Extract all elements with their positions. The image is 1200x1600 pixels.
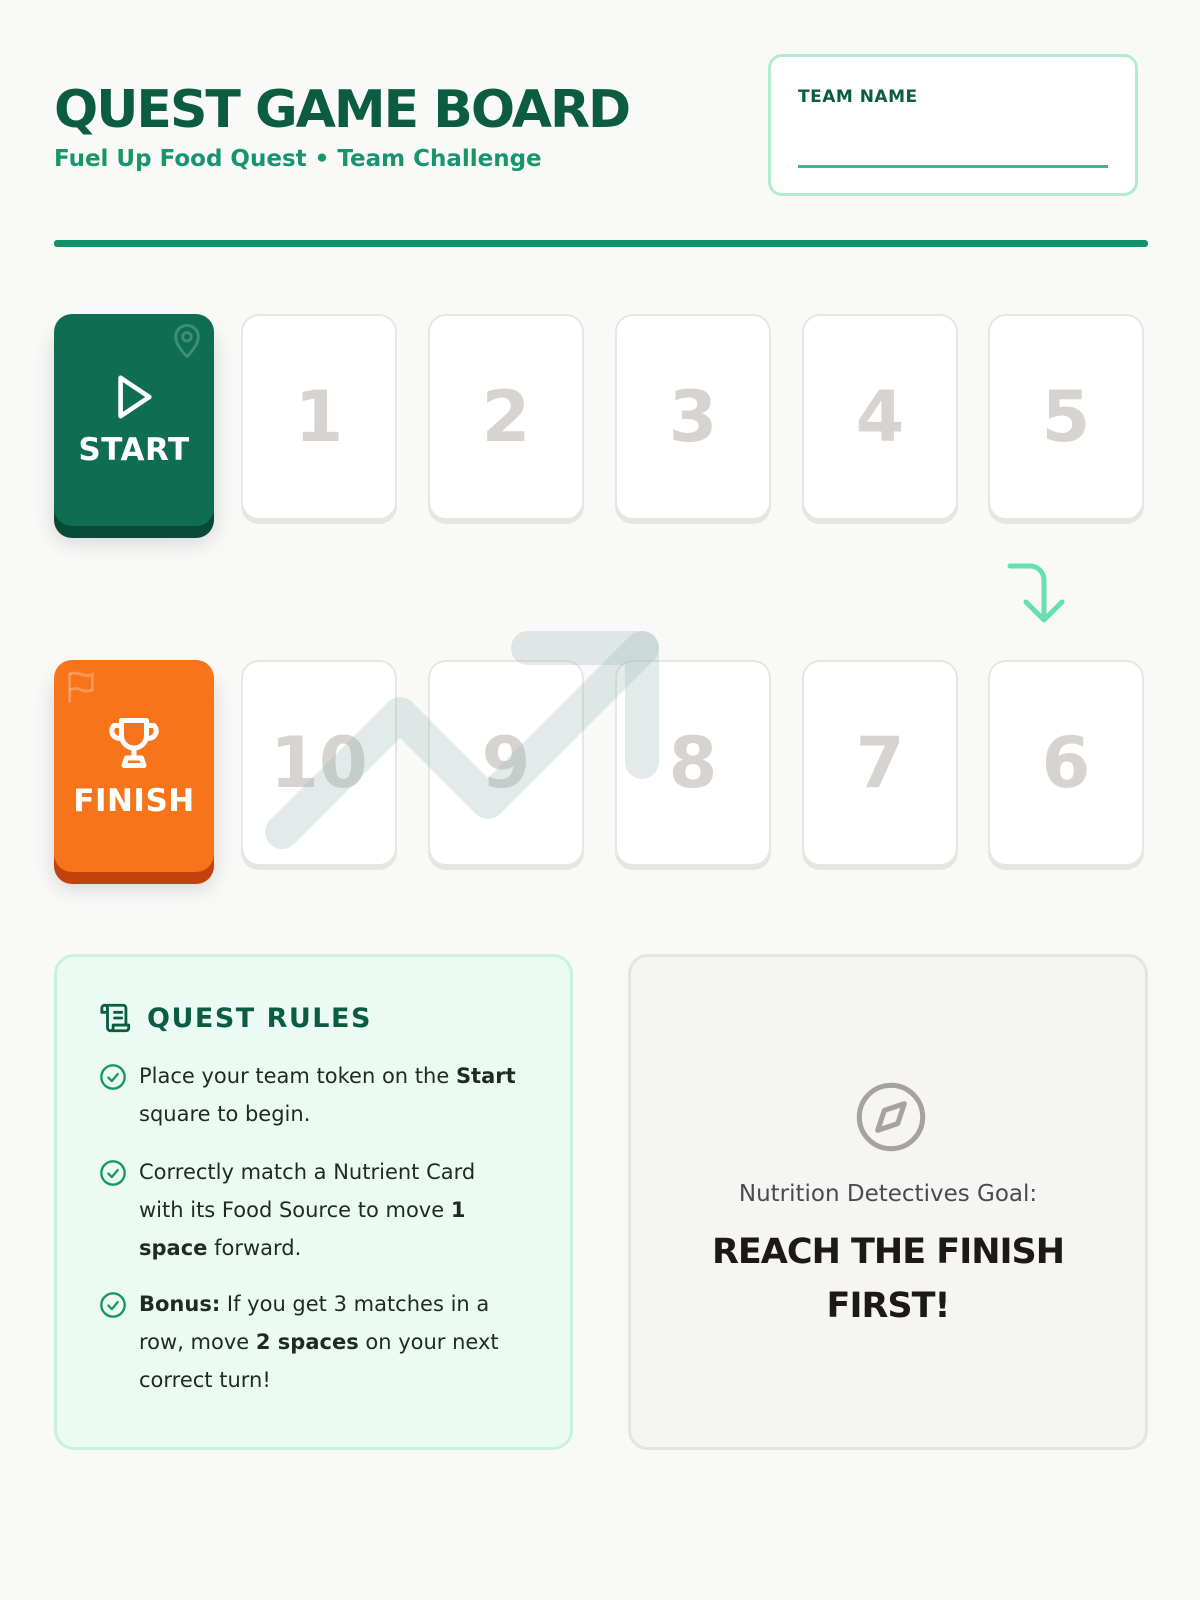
goal-panel [628, 954, 1148, 1450]
finish-label: FINISH [73, 783, 195, 819]
trend-up-arrow-icon [260, 630, 670, 860]
rule-item [99, 1285, 519, 1399]
team-name-box [768, 54, 1138, 196]
board-square-8: 8 [615, 660, 771, 866]
header [54, 54, 1148, 204]
map-pin-icon [170, 322, 204, 360]
goal-label: Nutrition Detectives Goal: [738, 1181, 1038, 1207]
corner-down-arrow-icon [1006, 560, 1076, 630]
start-square [54, 314, 214, 526]
trophy-icon [104, 713, 164, 773]
rule-text: Correctly match a Nutrient Card with its Food Source to move 1 space forward. [139, 1160, 476, 1260]
flag-icon [64, 668, 98, 706]
check-circle-icon [99, 1159, 127, 1187]
page-subtitle: Fuel Up Food Quest • Team Challenge [54, 146, 542, 172]
play-icon [111, 372, 157, 422]
header-divider [54, 240, 1148, 247]
board-square-2: 2 [428, 314, 584, 520]
board-square-6: 6 [988, 660, 1144, 866]
board-square-1: 1 [241, 314, 397, 520]
goal-text: REACH THE FINISH FIRST! [711, 1232, 1065, 1326]
rules-header [99, 1001, 372, 1035]
rules-title: QUEST RULES [147, 1002, 372, 1034]
compass-icon [853, 1079, 929, 1155]
board-square-7: 7 [802, 660, 958, 866]
rule-text: Bonus: If you get 3 matches in a row, move 2 spaces on your next correct turn! [139, 1292, 499, 1392]
finish-square [54, 660, 214, 872]
board-square-9: 9 [428, 660, 584, 866]
rule-item [99, 1057, 519, 1133]
page-title: QUEST GAME BOARD [54, 80, 630, 140]
board-square-10: 10 [241, 660, 397, 866]
quest-rules-panel [54, 954, 573, 1450]
board-square-5: 5 [988, 314, 1144, 520]
rule-item [99, 1153, 519, 1267]
scroll-icon [99, 1001, 133, 1035]
team-name-field[interactable] [798, 165, 1108, 168]
board-square-3: 3 [615, 314, 771, 520]
team-name-label: TEAM NAME [798, 87, 918, 107]
rule-text: Place your team token on the Start square to begin. [139, 1064, 516, 1126]
check-circle-icon [99, 1291, 127, 1319]
board-square-4: 4 [802, 314, 958, 520]
start-label: START [78, 432, 190, 468]
check-circle-icon [99, 1063, 127, 1091]
